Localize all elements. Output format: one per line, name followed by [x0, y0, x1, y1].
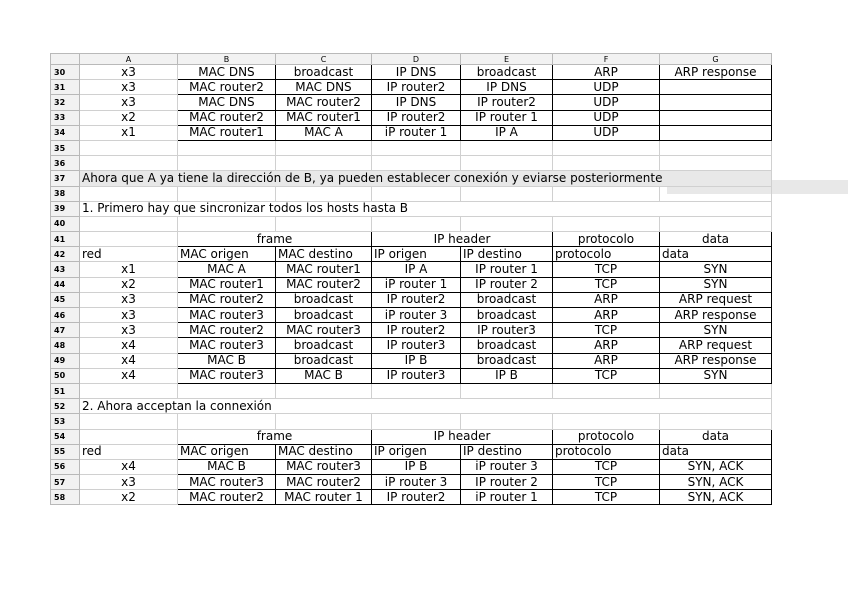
row-number[interactable]: 46: [51, 308, 80, 323]
cell[interactable]: ARP: [553, 292, 660, 307]
column-label[interactable]: MAC destino: [276, 247, 372, 262]
cell[interactable]: SYN, ACK: [660, 490, 772, 505]
cell[interactable]: [276, 140, 372, 155]
cell[interactable]: iP router 1: [372, 277, 461, 292]
cell[interactable]: [80, 429, 178, 444]
cell[interactable]: x1: [80, 262, 178, 277]
cell[interactable]: IP router2: [372, 490, 461, 505]
cell[interactable]: IP router 2: [461, 475, 553, 490]
sheet-row: [51, 247, 772, 262]
cell[interactable]: broadcast: [461, 308, 553, 323]
cell[interactable]: ARP: [553, 338, 660, 353]
cell[interactable]: broadcast: [276, 65, 372, 80]
cell[interactable]: ARP: [553, 353, 660, 368]
cell[interactable]: broadcast: [276, 338, 372, 353]
cell[interactable]: IP router2: [372, 292, 461, 307]
row-number[interactable]: 58: [51, 490, 80, 505]
cell[interactable]: MAC router1: [178, 277, 276, 292]
cell[interactable]: MAC router1: [178, 125, 276, 140]
cell[interactable]: MAC A: [276, 125, 372, 140]
column-label[interactable]: MAC origen: [178, 444, 276, 459]
cell[interactable]: [461, 140, 553, 155]
sheet-row: [51, 277, 772, 292]
sheet-row: [51, 475, 772, 490]
cell[interactable]: [276, 383, 372, 398]
cell[interactable]: [276, 156, 372, 171]
cell[interactable]: TCP: [553, 368, 660, 383]
cell[interactable]: IP router2: [372, 110, 461, 125]
row-number[interactable]: 50: [51, 368, 80, 383]
cell[interactable]: [461, 216, 553, 231]
column-label[interactable]: red: [80, 444, 178, 459]
sheet-row: [51, 353, 772, 368]
row-number[interactable]: 33: [51, 110, 80, 125]
column-label[interactable]: IP destino: [461, 247, 553, 262]
cell[interactable]: MAC router3: [178, 368, 276, 383]
cell[interactable]: x3: [80, 80, 178, 95]
sheet-row: [51, 308, 772, 323]
cell[interactable]: [372, 156, 461, 171]
cell[interactable]: broadcast: [461, 353, 553, 368]
cell[interactable]: [660, 110, 772, 125]
row-number[interactable]: 36: [51, 156, 80, 171]
column-header[interactable]: A: [80, 54, 178, 65]
row-number[interactable]: 30: [51, 65, 80, 80]
cell[interactable]: [553, 383, 660, 398]
sheet-row: [51, 216, 772, 231]
cell[interactable]: [80, 156, 178, 171]
column-header[interactable]: C: [276, 54, 372, 65]
cell[interactable]: UDP: [553, 95, 660, 110]
text-cell[interactable]: Ahora que A ya tiene la dirección de B, ya pueden establecer conexión y eviarse posteriormente: [80, 171, 772, 186]
group-header[interactable]: IP header: [372, 429, 553, 444]
cell[interactable]: MAC router2: [178, 323, 276, 338]
cell[interactable]: [553, 140, 660, 155]
cell[interactable]: IP A: [372, 262, 461, 277]
cell[interactable]: SYN, ACK: [660, 475, 772, 490]
cell[interactable]: MAC DNS: [276, 80, 372, 95]
cell[interactable]: [660, 383, 772, 398]
cell[interactable]: broadcast: [461, 65, 553, 80]
cell[interactable]: MAC router2: [276, 95, 372, 110]
cell[interactable]: ARP response: [660, 353, 772, 368]
cell[interactable]: [178, 140, 276, 155]
column-label[interactable]: IP destino: [461, 444, 553, 459]
sheet-row: [51, 459, 772, 474]
cell[interactable]: x4: [80, 353, 178, 368]
cell[interactable]: x4: [80, 459, 178, 474]
cell[interactable]: IP router2: [461, 95, 553, 110]
cell[interactable]: UDP: [553, 125, 660, 140]
sheet-row: [51, 65, 772, 80]
row-number[interactable]: 47: [51, 323, 80, 338]
cell[interactable]: IP B: [372, 459, 461, 474]
cell[interactable]: broadcast: [461, 292, 553, 307]
cell[interactable]: [80, 414, 178, 429]
cell[interactable]: ARP: [553, 65, 660, 80]
sheet-row: [51, 429, 772, 444]
cell[interactable]: ARP response: [660, 308, 772, 323]
group-header[interactable]: IP header: [372, 232, 553, 247]
cell[interactable]: [178, 156, 276, 171]
sheet-row: [51, 323, 772, 338]
cell[interactable]: IP DNS: [372, 65, 461, 80]
cell[interactable]: IP router2: [372, 323, 461, 338]
cell[interactable]: [553, 414, 660, 429]
cell[interactable]: [80, 232, 178, 247]
cell[interactable]: broadcast: [461, 338, 553, 353]
row-number[interactable]: 34: [51, 125, 80, 140]
cell[interactable]: [178, 186, 276, 201]
cell[interactable]: MAC router2: [276, 277, 372, 292]
cell[interactable]: [80, 186, 178, 201]
cell[interactable]: MAC router2: [178, 80, 276, 95]
cell[interactable]: x2: [80, 490, 178, 505]
cell[interactable]: [276, 414, 372, 429]
cell[interactable]: MAC router3: [276, 459, 372, 474]
cell[interactable]: TCP: [553, 277, 660, 292]
column-label[interactable]: data: [660, 247, 772, 262]
row-number[interactable]: 32: [51, 95, 80, 110]
cell[interactable]: [178, 414, 276, 429]
cell[interactable]: x4: [80, 338, 178, 353]
column-label[interactable]: IP origen: [372, 247, 461, 262]
cell[interactable]: x3: [80, 323, 178, 338]
cell[interactable]: IP router3: [372, 338, 461, 353]
cell[interactable]: [660, 156, 772, 171]
sheet-row: [51, 201, 772, 216]
cell[interactable]: MAC router2: [178, 110, 276, 125]
cell[interactable]: TCP: [553, 459, 660, 474]
row-number[interactable]: 35: [51, 140, 80, 155]
cell[interactable]: broadcast: [276, 353, 372, 368]
sheet-row: [51, 368, 772, 383]
cell[interactable]: IP router 1: [461, 262, 553, 277]
cell[interactable]: MAC router2: [276, 475, 372, 490]
row-number[interactable]: 38: [51, 186, 80, 201]
cell[interactable]: [276, 216, 372, 231]
cell[interactable]: iP router 3: [461, 459, 553, 474]
cell[interactable]: MAC B: [178, 459, 276, 474]
row-number[interactable]: 53: [51, 414, 80, 429]
cell[interactable]: IP B: [372, 353, 461, 368]
cell[interactable]: MAC DNS: [178, 65, 276, 80]
cell[interactable]: [372, 383, 461, 398]
sheet-row: [51, 338, 772, 353]
row-number[interactable]: 37: [51, 171, 80, 186]
cell[interactable]: [660, 414, 772, 429]
cell[interactable]: [660, 95, 772, 110]
cell[interactable]: MAC router2: [178, 490, 276, 505]
row-number[interactable]: 49: [51, 353, 80, 368]
cell[interactable]: [553, 216, 660, 231]
cell[interactable]: TCP: [553, 323, 660, 338]
cell[interactable]: MAC DNS: [178, 95, 276, 110]
row-number[interactable]: 51: [51, 383, 80, 398]
cell[interactable]: MAC router3: [178, 475, 276, 490]
sheet-row: [51, 399, 772, 414]
cell[interactable]: MAC router3: [178, 338, 276, 353]
row-number[interactable]: 52: [51, 399, 80, 414]
cell[interactable]: IP A: [461, 125, 553, 140]
cell[interactable]: IP DNS: [372, 95, 461, 110]
cell[interactable]: SYN: [660, 368, 772, 383]
cell[interactable]: [372, 414, 461, 429]
row-number[interactable]: 40: [51, 216, 80, 231]
sheet-row: [51, 95, 772, 110]
cell[interactable]: iP router 1: [372, 125, 461, 140]
sheet-row: [51, 171, 772, 186]
cell[interactable]: iP router 3: [372, 308, 461, 323]
sheet-row: [51, 414, 772, 429]
cell[interactable]: MAC router2: [178, 292, 276, 307]
sheet-row: [51, 490, 772, 505]
sheet-row: [51, 383, 772, 398]
cell[interactable]: [461, 383, 553, 398]
sheet-row: [51, 292, 772, 307]
cell[interactable]: [80, 140, 178, 155]
cell[interactable]: SYN, ACK: [660, 459, 772, 474]
cell[interactable]: IP router3: [461, 323, 553, 338]
cell[interactable]: TCP: [553, 490, 660, 505]
cell[interactable]: SYN: [660, 323, 772, 338]
row-number[interactable]: 55: [51, 444, 80, 459]
group-header[interactable]: protocolo: [553, 429, 660, 444]
cell[interactable]: x4: [80, 368, 178, 383]
row-number[interactable]: 39: [51, 201, 80, 216]
group-header[interactable]: frame: [178, 232, 372, 247]
cell[interactable]: IP router 1: [461, 110, 553, 125]
cell[interactable]: [372, 216, 461, 231]
column-header[interactable]: F: [553, 54, 660, 65]
row-number[interactable]: 56: [51, 459, 80, 474]
group-header[interactable]: frame: [178, 429, 372, 444]
column-label[interactable]: MAC destino: [276, 444, 372, 459]
sheet-row: [51, 156, 772, 171]
cell[interactable]: [660, 216, 772, 231]
cell[interactable]: IP DNS: [461, 80, 553, 95]
cell[interactable]: x3: [80, 475, 178, 490]
cell[interactable]: x1: [80, 125, 178, 140]
column-label[interactable]: data: [660, 444, 772, 459]
column-label[interactable]: IP origen: [372, 444, 461, 459]
cell[interactable]: MAC B: [276, 368, 372, 383]
column-header[interactable]: G: [660, 54, 772, 65]
column-label[interactable]: MAC origen: [178, 247, 276, 262]
cell[interactable]: broadcast: [276, 292, 372, 307]
column-header[interactable]: E: [461, 54, 553, 65]
column-label[interactable]: protocolo: [553, 247, 660, 262]
cell[interactable]: TCP: [553, 475, 660, 490]
cell[interactable]: [660, 186, 772, 201]
sheet-row: [51, 140, 772, 155]
text-cell[interactable]: 2. Ahora acceptan la connexión: [80, 399, 772, 414]
cell[interactable]: x2: [80, 277, 178, 292]
cell[interactable]: IP router 2: [461, 277, 553, 292]
cell[interactable]: x3: [80, 65, 178, 80]
corner-cell[interactable]: [51, 54, 80, 65]
column-header[interactable]: B: [178, 54, 276, 65]
row-number[interactable]: 54: [51, 429, 80, 444]
cell[interactable]: SYN: [660, 277, 772, 292]
cell[interactable]: [178, 216, 276, 231]
group-header[interactable]: data: [660, 429, 772, 444]
row-number[interactable]: 43: [51, 262, 80, 277]
group-header[interactable]: data: [660, 232, 772, 247]
cell[interactable]: ARP request: [660, 292, 772, 307]
cell[interactable]: [660, 140, 772, 155]
cell[interactable]: [660, 80, 772, 95]
cell[interactable]: ARP response: [660, 65, 772, 80]
cell[interactable]: UDP: [553, 80, 660, 95]
group-header[interactable]: protocolo: [553, 232, 660, 247]
column-label[interactable]: red: [80, 247, 178, 262]
row-number[interactable]: 41: [51, 232, 80, 247]
sheet-row: [51, 80, 772, 95]
cell[interactable]: broadcast: [276, 308, 372, 323]
cell[interactable]: MAC B: [178, 353, 276, 368]
cell[interactable]: SYN: [660, 262, 772, 277]
sheet-row: [51, 125, 772, 140]
cell[interactable]: TCP: [553, 262, 660, 277]
row-number[interactable]: 45: [51, 292, 80, 307]
cell[interactable]: IP B: [461, 368, 553, 383]
cell[interactable]: MAC router1: [276, 262, 372, 277]
cell[interactable]: x3: [80, 292, 178, 307]
text-cell[interactable]: 1. Primero hay que sincronizar todos los hosts hasta B: [80, 201, 772, 216]
column-header-row: [51, 54, 772, 65]
sheet-row: [51, 232, 772, 247]
cell[interactable]: UDP: [553, 110, 660, 125]
cell[interactable]: x3: [80, 308, 178, 323]
cell[interactable]: [553, 186, 660, 201]
cell[interactable]: [178, 383, 276, 398]
sheet-row: [51, 110, 772, 125]
cell[interactable]: [80, 216, 178, 231]
cell[interactable]: IP router3: [372, 368, 461, 383]
cell[interactable]: x3: [80, 95, 178, 110]
cell[interactable]: MAC router3: [276, 323, 372, 338]
cell[interactable]: [553, 156, 660, 171]
cell[interactable]: MAC router1: [276, 110, 372, 125]
cell[interactable]: [372, 140, 461, 155]
cell[interactable]: [461, 414, 553, 429]
cell[interactable]: [461, 186, 553, 201]
row-number[interactable]: 42: [51, 247, 80, 262]
cell[interactable]: iP router 3: [372, 475, 461, 490]
column-header[interactable]: D: [372, 54, 461, 65]
cell[interactable]: [372, 186, 461, 201]
sheet-row: [51, 262, 772, 277]
cell[interactable]: [660, 125, 772, 140]
column-label[interactable]: protocolo: [553, 444, 660, 459]
cell[interactable]: x2: [80, 110, 178, 125]
row-number[interactable]: 31: [51, 80, 80, 95]
cell[interactable]: [461, 156, 553, 171]
sheet-row: [51, 186, 772, 201]
cell[interactable]: MAC router 1: [276, 490, 372, 505]
spreadsheet-grid[interactable]: [50, 53, 772, 505]
sheet-row: [51, 444, 772, 459]
cell[interactable]: ARP: [553, 308, 660, 323]
row-number[interactable]: 44: [51, 277, 80, 292]
cell[interactable]: [276, 186, 372, 201]
row-number[interactable]: 57: [51, 475, 80, 490]
cell[interactable]: MAC A: [178, 262, 276, 277]
row-number[interactable]: 48: [51, 338, 80, 353]
cell[interactable]: ARP request: [660, 338, 772, 353]
cell[interactable]: [80, 383, 178, 398]
cell[interactable]: IP router2: [372, 80, 461, 95]
cell[interactable]: MAC router3: [178, 308, 276, 323]
cell[interactable]: iP router 1: [461, 490, 553, 505]
